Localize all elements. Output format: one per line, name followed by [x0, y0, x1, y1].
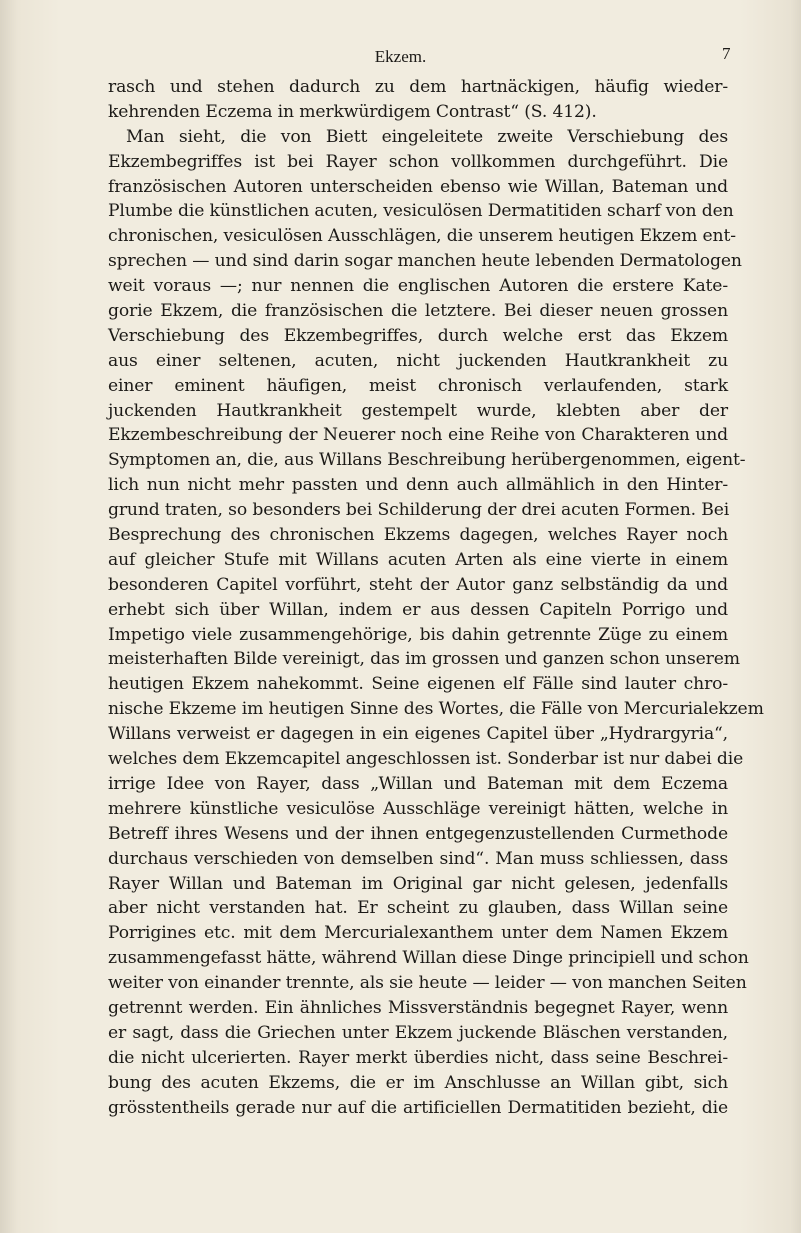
text-line: irrige Idee von Rayer, dass „Willan und Bateman mit dem Eczema: [108, 773, 728, 794]
text-line: mehrere künstliche vesiculöse Ausschläge vereinigt hätten, welche in: [108, 798, 728, 819]
text-line: rasch und stehen dadurch zu dem hartnäckigen, häufig wieder-: [108, 77, 728, 97]
text-line: aus einer seltenen, acuten, nicht juckenden Hautkrankheit zu: [108, 350, 728, 371]
text-line: Besprechung des chronischen Ekzems dagegen, welches Rayer noch: [108, 525, 728, 546]
text-line: Plumbe die künstlichen acuten, vesiculösen Dermatitiden scharf von den: [108, 201, 734, 222]
text-line: er sagt, dass die Griechen unter Ekzem juckende Bläschen verstanden,: [108, 1022, 728, 1043]
text-line: getrennt werden. Ein ähnliches Missverständnis begegnet Rayer, wenn: [108, 997, 728, 1018]
text-line: weiter von einander trennte, als sie heute — leider — von manchen Seiten: [108, 973, 747, 994]
text-line: kehrenden Eczema in merkwürdigem Contrast“ (S. 412).: [108, 101, 597, 122]
text-line: meisterhaften Bilde vereinigt, das im grossen und ganzen schon unserem: [108, 649, 740, 670]
text-line: durchaus verschieden von demselben sind“. Man muss schliessen, dass: [108, 848, 728, 869]
text-line: gorie Ekzem, die französischen die letztere. Bei dieser neuen grossen: [108, 301, 728, 322]
text-line: zusammengefasst hätte, während Willan diese Dinge principiell und schon: [108, 948, 749, 969]
text-line: Man sieht, die von Biett eingeleitete zweite Verschiebung des: [126, 126, 728, 147]
text-line: welches dem Ekzemcapitel angeschlossen ist. Sonderbar ist nur dabei die: [108, 749, 744, 770]
text-line: die nicht ulcerierten. Rayer merkt überdies nicht, dass seine Beschrei-: [108, 1047, 728, 1068]
text-line: besonderen Capitel vorführt, steht der Autor ganz selbständig da und: [108, 574, 728, 595]
text-line: Ekzembegriffes ist bei Rayer schon vollkommen durchgeführt. Die: [108, 151, 728, 172]
text-line: Ekzembeschreibung der Neuerer noch eine Reihe von Charakteren und: [108, 425, 728, 446]
body-text: [108, 75, 764, 1120]
text-line: französischen Autoren unterscheiden ebenso wie Willan, Bateman und: [108, 176, 728, 197]
text-line: bung des acuten Ekzems, die er im Anschlusse an Willan gibt, sich: [108, 1072, 728, 1093]
page-number: 7: [722, 44, 731, 63]
text-line: aber nicht verstanden hat. Er scheint zu glauben, dass Willan seine: [108, 898, 728, 919]
text-line: chronischen, vesiculösen Ausschlägen, die unserem heutigen Ekzem ent-: [108, 226, 736, 247]
text-line: lich nun nicht mehr passten und denn auch allmählich in den Hinter-: [108, 475, 728, 496]
text-line: Porrigines etc. mit dem Mercurialexanthem unter dem Namen Ekzem: [108, 923, 728, 944]
text-line: Impetigo viele zusammengehörige, bis dahin getrennte Züge zu einem: [108, 624, 728, 645]
text-line: Rayer Willan und Bateman im Original gar nicht gelesen, jedenfalls: [108, 873, 728, 894]
text-line: erhebt sich über Willan, indem er aus dessen Capiteln Porrigo und: [108, 599, 728, 620]
text-line: juckenden Hautkrankheit gestempelt wurde, klebten aber der: [108, 400, 728, 421]
running-title: Ekzem.: [374, 47, 427, 66]
text-line: heutigen Ekzem nahekommt. Seine eigenen elf Fälle sind lauter chro-: [108, 674, 728, 695]
text-line: Symptomen an, die, aus Willans Beschreibung herübergenommen, eigent-: [108, 450, 746, 471]
text-line: Betreff ihres Wesens und der ihnen entgegenzustellenden Curmethode: [108, 823, 728, 844]
text-line: einer eminent häufigen, meist chronisch verlaufenden, stark: [108, 375, 728, 396]
text-line: Verschiebung des Ekzembegriffes, durch welche erst das Ekzem: [108, 325, 728, 346]
text-line: nische Ekzeme im heutigen Sinne des Wortes, die Fälle von Mercurialekzem: [108, 699, 764, 720]
text-line: weit voraus —; nur nennen die englischen Autoren die erstere Kate-: [108, 276, 728, 297]
text-line: grösstentheils gerade nur auf die artificiellen Dermatitiden bezieht, die: [108, 1097, 728, 1118]
text-line: sprechen — und sind darin sogar manchen heute lebenden Dermatologen: [108, 251, 742, 272]
text-line: Willans verweist er dagegen in ein eigenes Capitel über „Hydrargyria“,: [108, 724, 728, 745]
text-line: grund traten, so besonders bei Schilderung der drei acuten Formen. Bei: [108, 500, 730, 521]
text-line: auf gleicher Stufe mit Willans acuten Arten als eine vierte in einem: [108, 549, 728, 570]
